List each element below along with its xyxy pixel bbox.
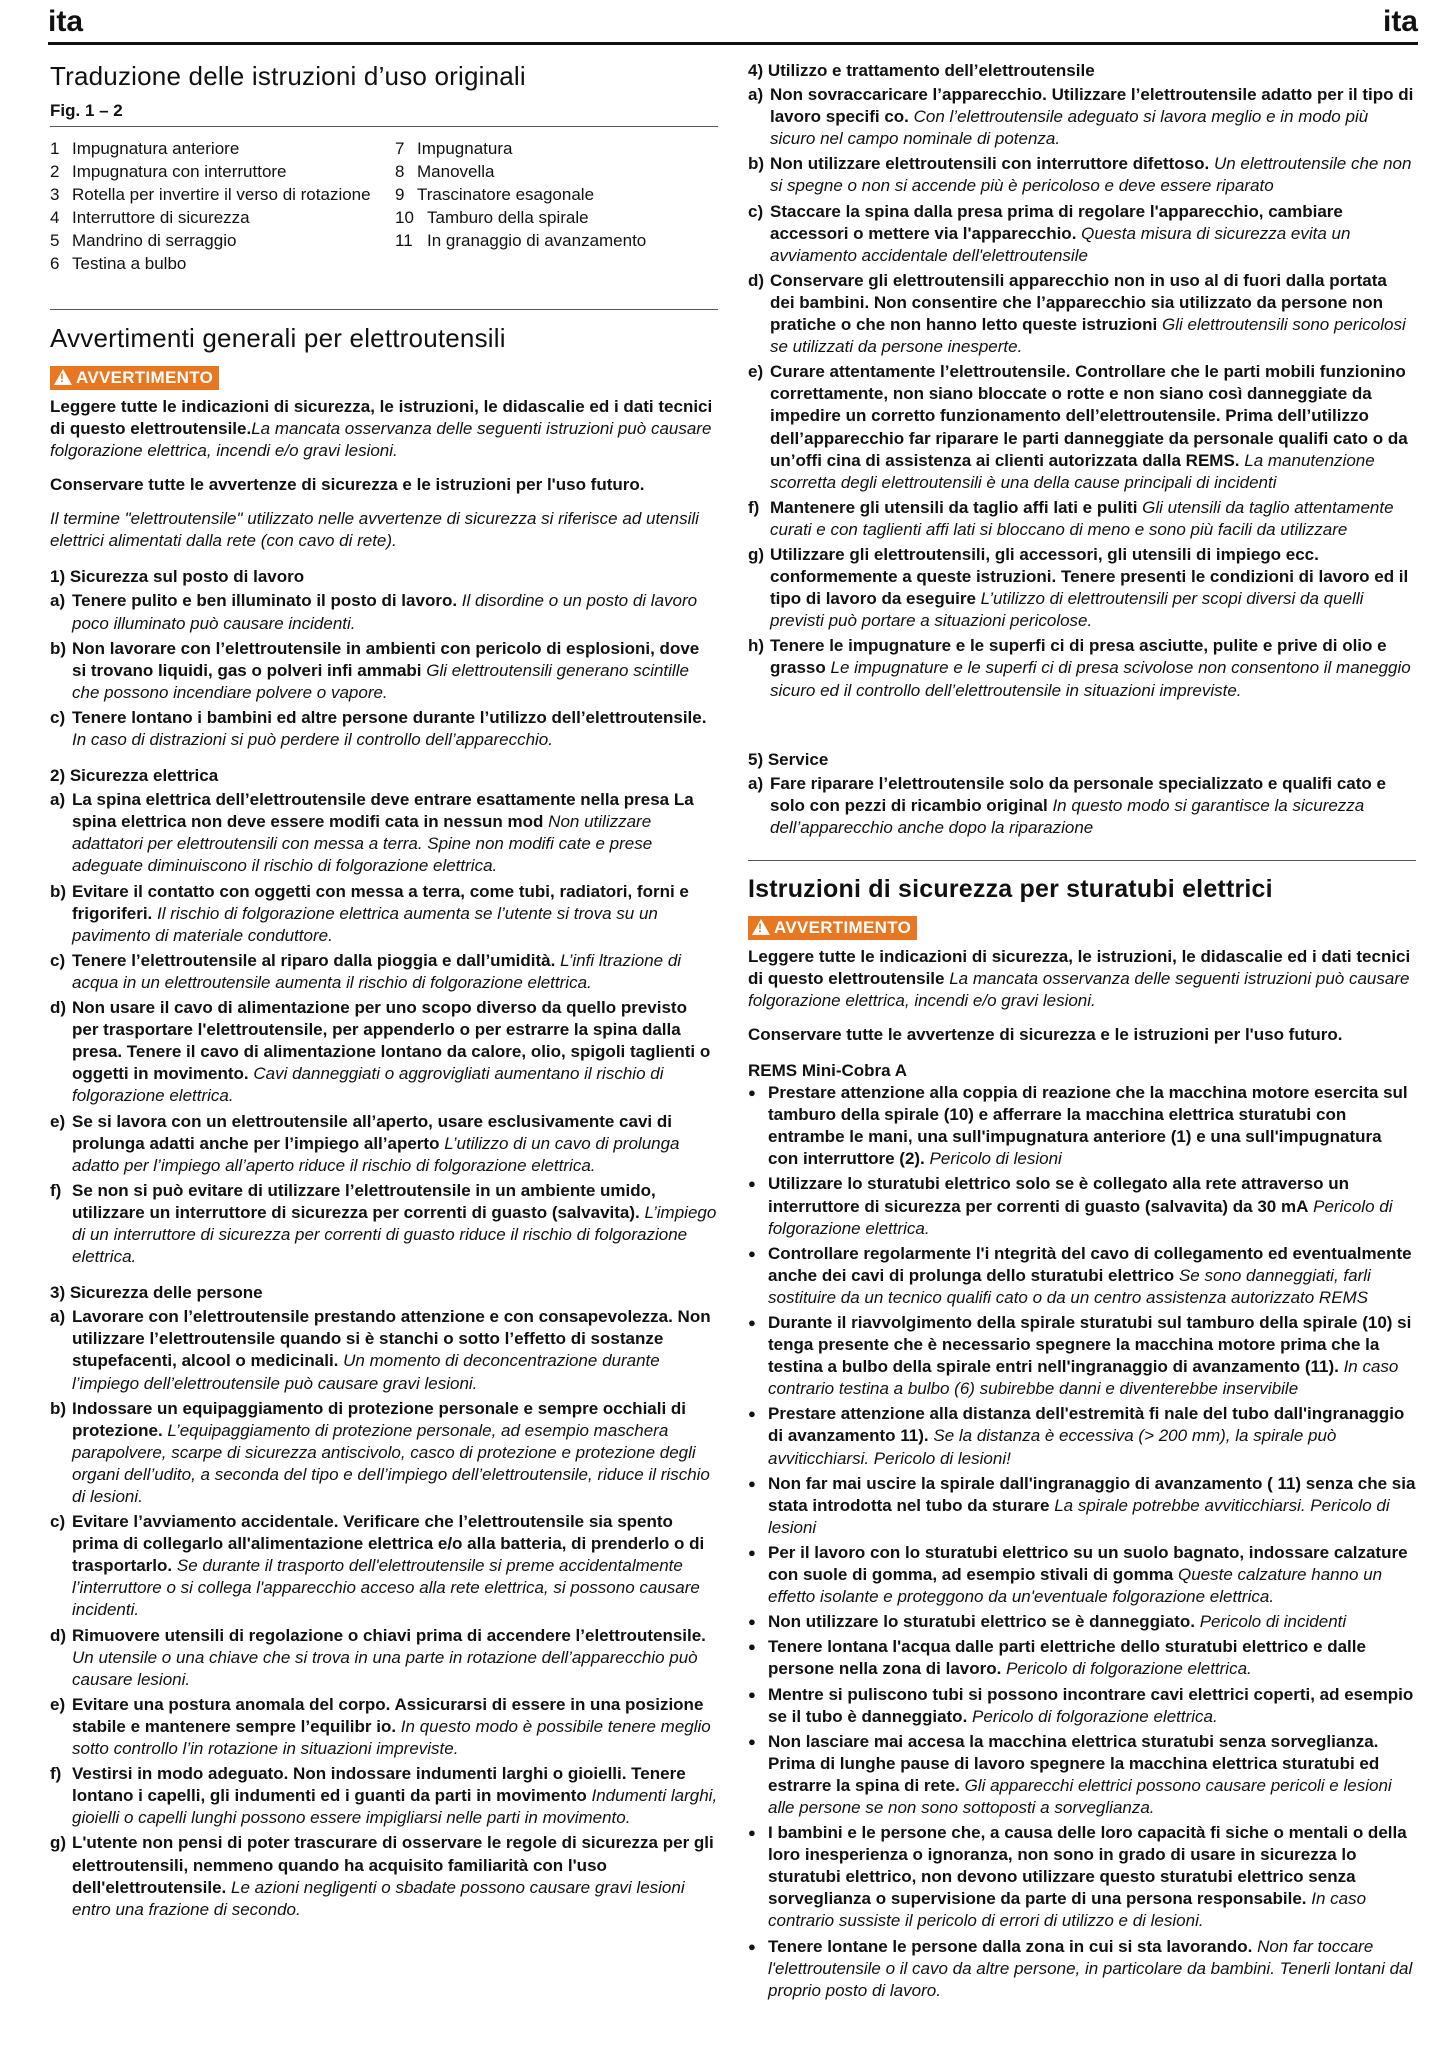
- legend-item: 3 Rotella per invertire il verso di rotazione: [50, 184, 371, 204]
- intro-paragraph: Leggere tutte le indicazioni di sicurezza, le istruzioni, le didascalie ed i dati tecnici di questo elettroutensile La mancata osservanza delle seguenti istruzioni può causare folgorazione elettrica, incendi e/o gravi lesioni.: [748, 946, 1411, 1010]
- right-column: [748, 60, 1416, 2005]
- list-item: c) Evitare l’avviamento accidentale. Verificare che l’elettroutensile sia spento prima di collegarlo all'alimentazione elettrica e/o alla batteria, di prenderlo o di trasportarlo. Se durante il trasporto dell'elettroutensile si preme accidentalmente l’interruttore o si collega l'apparecchio acceso alla rete elettrica, si possono causare incidenti.: [50, 1512, 705, 1620]
- list-item: e) Evitare una postura anomala del corpo. Assicurarsi di essere in una posizione stabile e mantenere sempre l’equilibr io. In questo modo è possibile tenere meglio sotto controllo l’in rotazione in situazioni impreviste.: [50, 1694, 711, 1759]
- intro-paragraph: Leggere tutte le indicazioni di sicurezza, le istruzioni, le didascalie ed i dati tecnici di questo elettroutensile.La mancata osservanza delle seguenti istruzioni può causare folgorazione elettrica, incendi e/o gravi lesioni.: [50, 396, 713, 460]
- bullet-item: ● Prestare attenzione alla coppia di reazione che la macchina motore esercita sul tamburo della spirale (10) e afferrare la macchina elettrica sturatubi con entrambe le mani, una sull'impugnatura anteriore (1) e una sull'impugnatura con interruttore (2). Pericolo di lesioni: [748, 1082, 1416, 1170]
- legend-item: 1 Impugnatura anteriore: [50, 138, 240, 158]
- bullet-item: ● Controllare regolarmente l'i ntegrità del cavo di collegamento ed eventualmente anche dei cavi di prolunga dello sturatubi elettrico Se sono danneggiati, farli sostituire da un tecnico qualifi cato o da un centro assistenza autorizzato REMS: [748, 1243, 1416, 1309]
- legend-item: 8 Manovella: [395, 161, 495, 181]
- list-item: f) Vestirsi in modo adeguato. Non indossare indumenti larghi o gioielli. Tenere lontano i capelli, gli indumenti ed i guanti da parti in movimento Indumenti larghi, gioielli o capelli lunghi possono essere impigliarsi nelle parti in movimento.: [50, 1764, 718, 1828]
- legend-item: 2 Impugnatura con interruttore: [50, 161, 287, 181]
- divider: [50, 309, 718, 310]
- term-definition: Il termine "elettroutensile" utilizzato nelle avvertenze di sicurezza si riferisce ad utensili elettrici alimentati dalla rete (con cavo di rete).: [50, 509, 699, 551]
- list-item: a) Tenere pulito e ben illuminato il posto di lavoro. Il disordine o un posto di lavoro poco illuminato può causare incidenti.: [50, 591, 698, 633]
- list-item: c) Tenere l’elettroutensile al riparo dalla pioggia e dall’umidità. L’infi ltrazione di acqua in un elettroutensile aumenta il rischio di folgorazione elettrica.: [50, 950, 682, 992]
- list-item: b) Non utilizzare elettroutensili con interruttore difettoso. Un elettroutensile che non si spegne o non si accende più è pericoloso e deve essere riparato: [748, 154, 1412, 196]
- warning-badge: !AVVERTIMENTO: [748, 916, 917, 940]
- bullet-item: ● Per il lavoro con lo sturatubi elettrico su un suolo bagnato, indossare calzature con suole di gomma, ad esempio stivali di gomma Queste calzature hanno un effetto isolante e proteggono da un'eventuale folgorazione elettrica.: [748, 1542, 1416, 1608]
- bullet-item: ● Durante il riavvolgimento della spirale sturatubi sul tamburo della spirale (10) si tenga presente che è necessario spegnere la macchina motore prima che la testina a bulbo della spirale entri nell'ingranaggio di avanzamento (11). In caso contrario testina a bulbo (6) subirebbe danni e diventerebbe inservibile: [748, 1312, 1416, 1400]
- list-item: a) Non sovraccaricare l’apparecchio. Utilizzare l’elettroutensile adatto per il tipo di lavoro specifi co. Con l’elettroutensile adeguato si lavora meglio e in modo più sicuro nel campo nominale di potenza.: [748, 85, 1414, 149]
- list-item: e) Curare attentamente l’elettroutensile. Controllare che le parti mobili funzionino correttamente, non siano bloccate o rotte e non siano così danneggiate da impedire un corretto funzionamento dell’elettroutensile. Prima dell’utilizzo dell’apparecchio far riparare le parti danneggiate da personale qualifi cato o da un’offi cina di assistenza ai clienti autorizzata dalla REMS. La manutenzione scorretta degli elettroutensili è una della cause principali di incidenti: [748, 362, 1408, 492]
- divider: [748, 860, 1416, 861]
- bullet-dot-icon: ●: [748, 1544, 756, 1560]
- list-item: b) Indossare un equipaggiamento di protezione personale e sempre occhiali di protezione. L’equipaggiamento di protezione personale, ad esempio maschera parapolvere, scarpe di sicurezza antiscivolo, casco di protezione e protezione degli organi dell’udito, a seconda del tipo e dell’impiego dell’elettroutensile, riduce il rischio di lesioni.: [50, 1398, 710, 1506]
- bullet-dot-icon: ●: [748, 1245, 756, 1261]
- section-heading: 1) Sicurezza sul posto di lavoro: [50, 567, 305, 587]
- bullet-dot-icon: ●: [748, 1176, 756, 1192]
- bullet-dot-icon: ●: [748, 1085, 756, 1101]
- bullet-dot-icon: ●: [748, 1639, 756, 1655]
- list-item: h) Tenere le impugnature e le superfi ci di presa asciutte, pulite e prive di olio e grasso Le impugnature e le superfi ci di presa scivolose non consentono il maneggio sicuro ed il controllo dell’elettroutensile in situazioni impreviste.: [748, 636, 1411, 700]
- list-item: a) La spina elettrica dell’elettroutensile deve entrare esattamente nella presa La spina elettrica non deve essere modifi cata in nessun mod Non utilizzare adattatori per elettroutensili con messa a terra. Spine non modifi cate e prese adeguate diminuiscono il rischio di folgorazione elettrica.: [50, 790, 694, 876]
- bullet-item: ● Prestare attenzione alla distanza dell'estremità fi nale del tubo dall'ingranaggio di avanzamento 11). Se la distanza è eccessiva (> 200 mm), la spirale può avviticchiarsi. Pericolo di lesioni!: [748, 1403, 1416, 1469]
- bullet-dot-icon: ●: [748, 1686, 756, 1702]
- list-item: b) Non lavorare con l’elettroutensile in ambienti con pericolo di esplosioni, dove si trovano liquidi, gas o polveri infi ammabi Gli elettroutensili generano scintille che possono incendiare polvere o vapore.: [50, 638, 700, 702]
- section-heading: 4) Utilizzo e trattamento dell’elettroutensile: [748, 61, 1095, 80]
- parts-legend: [50, 137, 718, 275]
- bullet-item: ● I bambini e le persone che, a causa delle loro capacità fi siche o mentali o della loro inesperienza o ignoranza, non sono in grado di usare in sicurezza lo sturatubi elettrico, non devono utilizzare questo sturatubi elettrico senza sorveglianza o supervisione da parte di una persona responsabile. In caso contrario sussiste il pericolo di errori di utilizzo e di lesioni.: [748, 1822, 1416, 1932]
- figure-reference: Fig. 1 – 2: [50, 100, 123, 120]
- bullet-item: ● Non utilizzare lo sturatubi elettrico se è danneggiato. Pericolo di incidenti: [748, 1611, 1416, 1633]
- list-item: d) Rimuovere utensili di regolazione o chiavi prima di accendere l’elettroutensile. Un utensile o una chiave che si trova in una parte in rotazione dell’apparecchio può causare lesioni.: [50, 1625, 706, 1689]
- list-item: e) Se si lavora con un elettroutensile all’aperto, usare esclusivamente cavi di prolunga adatti anche per l’impiego all’aperto L’utilizzo di un cavo di prolunga adatto per l’impiego all’aperto riduce il rischio di folgorazione elettrica.: [50, 1111, 680, 1175]
- list-item: b) Evitare il contatto con oggetti con messa a terra, come tubi, radiatori, forni e frigoriferi. Il rischio di folgorazione elettrica aumenta se l’utente si trova su un pavimento di materiale conduttore.: [50, 881, 689, 945]
- legend-item: 5 Mandrino di serraggio: [50, 230, 237, 250]
- keep-instructions: Conservare tutte le avvertenze di sicurezza e le istruzioni per l'uso futuro.: [748, 1024, 1343, 1044]
- list-item: a) Lavorare con l’elettroutensile prestando attenzione e con consapevolezza. Non utilizzare l’elettroutensile quando si è stanchi o sotto l’effetto di sostanze stupefacenti, alcool o medicinali. Un momento di deconcentrazione durante l’impiego dell’elettroutensile può causare gravi lesioni.: [50, 1307, 711, 1393]
- bullet-dot-icon: ●: [748, 1614, 756, 1630]
- bullet-dot-icon: ●: [748, 1406, 756, 1422]
- bullet-dot-icon: ●: [748, 1475, 756, 1491]
- list-item: d) Conservare gli elettroutensili apparecchio non in uso al di fuori dalla portata dei bambini. Non consentire che l’apparecchio sia utilizzato da persone non pratiche o che non hanno letto queste istruzioni Gli elettroutensili sono pericolosi se utilizzati da persone inesperte.: [748, 270, 1406, 357]
- header-rule: [48, 42, 1418, 45]
- language-label-right: ita: [1382, 5, 1418, 38]
- list-item: g) Utilizzare gli elettroutensili, gli accessori, gli utensili di impiego ecc. conformemente a queste istruzioni. Tenere presenti le condizioni di lavoro ed il tipo di lavoro da eseguire L’utilizzo di elettroutensili per scopi diversi da quelli previsti può portare a situazioni pericolose.: [748, 544, 1409, 631]
- legend-item: 11 In granaggio di avanzamento: [395, 230, 647, 250]
- keep-instructions: Conservare tutte le avvertenze di sicurezza e le istruzioni per l'uso futuro.: [50, 475, 645, 495]
- bullet-item: ● Tenere lontane le persone dalla zona in cui si sta lavorando. Non far toccare l'elettroutensile o il cavo da altre persone, in particolare da bambini. Tenerli lontani dal proprio posto di lavoro.: [748, 1936, 1416, 2002]
- list-item: d) Non usare il cavo di alimentazione per uno scopo diverso da quello previsto per trasportare l'elettroutensile, per appenderlo o per estrarre la spina dalla presa. Tenere il cavo di alimentazione lontano da calore, olio, spigoli taglienti o oggetti in movimento. Cavi danneggiati o aggrovigliati aumentano il rischio di folgorazione elettrica.: [50, 998, 711, 1106]
- section-heading: 5) Service: [748, 749, 829, 769]
- bullet-item: ● Mentre si puliscono tubi si possono incontrare cavi elettrici coperti, ad esempio se il tubo è danneggiato. Pericolo di folgorazione elettrica.: [748, 1684, 1416, 1728]
- legend-item: 4 Interruttore di sicurezza: [50, 207, 250, 227]
- divider: [50, 126, 718, 127]
- legend-item: 7 Impugnatura: [395, 138, 513, 158]
- legend-item: 9 Trascinatore esagonale: [395, 184, 595, 204]
- bullet-item: ● Non lasciare mai accesa la macchina elettrica sturatubi senza sorveglianza. Prima di lunghe pause di lavoro spegnere la macchina elettrica sturatubi ed estrarre la spina di rete. Gli apparecchi elettrici possono causare pericoli e lesioni alle persone se non sono sottoposti a sorveglianza.: [748, 1731, 1416, 1819]
- safety-bullets: [748, 1082, 1416, 2002]
- bullet-item: ● Utilizzare lo sturatubi elettrico solo se è collegato alla rete attraverso un interruttore di sicurezza per correnti di guasto (salvavita) da 30 mA Pericolo di folgorazione elettrica.: [748, 1173, 1416, 1239]
- warning-badge: !AVVERTIMENTO: [50, 366, 219, 390]
- model-name: REMS Mini-Cobra A: [748, 1060, 907, 1080]
- legend-item: 6 Testina a bulbo: [50, 253, 187, 273]
- page-title: Traduzione delle istruzioni d’uso originali: [50, 61, 526, 91]
- bullet-dot-icon: ●: [748, 1733, 756, 1749]
- bullet-dot-icon: ●: [748, 1315, 756, 1330]
- section-heading: 2) Sicurezza elettrica: [50, 766, 219, 786]
- warning-icon: [752, 919, 770, 935]
- list-item: f) Mantenere gli utensili da taglio affi lati e puliti Gli utensili da taglio attentamente curati e con taglienti affi lati si bloccano di meno e sono più facili da utilizzare: [748, 497, 1394, 539]
- section-title-specific: Istruzioni di sicurezza per sturatubi elettrici: [748, 875, 1273, 903]
- list-item: c) Tenere lontano i bambini ed altre persone durante l’utilizzo dell’elettroutensile. In caso di distrazioni si può perdere il controllo dell’apparecchio.: [50, 707, 707, 749]
- language-label-left: ita: [48, 5, 84, 38]
- bullet-item: ● Non far mai uscire la spirale dall'ingranaggio di avanzamento ( 11) senza che sia stata introdotta nel tubo da sturare La spirale potrebbe avviticchiarsi. Pericolo di lesioni: [748, 1473, 1416, 1539]
- bullet-dot-icon: ●: [748, 1825, 756, 1841]
- legend-item: 10 Tamburo della spirale: [395, 207, 589, 227]
- list-item: a) Fare riparare l’elettroutensile solo da personale specializzato e qualifi cato e solo con pezzi di ricambio original In questo modo si garantisce la sicurezza dell’apparecchio anche dopo la riparazione: [748, 773, 1386, 837]
- section-heading: 3) Sicurezza delle persone: [50, 1283, 263, 1303]
- list-item: c) Staccare la spina dalla presa prima di regolare l'apparecchio, cambiare accessori o mettere via l'apparecchio. Questa misura di sicurezza evita un avviamento accidentale dell'elettroutensile: [748, 201, 1351, 265]
- section-title-general: Avvertimenti generali per elettroutensili: [50, 322, 506, 353]
- bullet-item: ● Tenere lontana l'acqua dalle parti elettriche dello sturatubi elettrico e dalle persone nella zona di lavoro. Pericolo di folgorazione elettrica.: [748, 1636, 1416, 1680]
- left-column: [50, 60, 718, 1924]
- warning-icon: [54, 369, 72, 385]
- bullet-dot-icon: ●: [748, 1938, 756, 1954]
- list-item: f) Se non si può evitare di utilizzare l’elettroutensile in un ambiente umido, utilizzare un interruttore di sicurezza per correnti di guasto (salvavita). L’impiego di un interruttore di sicurezza per correnti di guasto riduce il rischio di folgorazione elettrica.: [50, 1180, 717, 1267]
- list-item: g) L'utente non pensi di poter trascurare di osservare le regole di sicurezza per gli elettroutensili, nemmeno quando ha acquisito familiarità con l'uso dell'elettroutensile. Le azioni negligenti o sbadate possono causare gravi lesioni entro una frazione di secondo.: [50, 1833, 714, 1919]
